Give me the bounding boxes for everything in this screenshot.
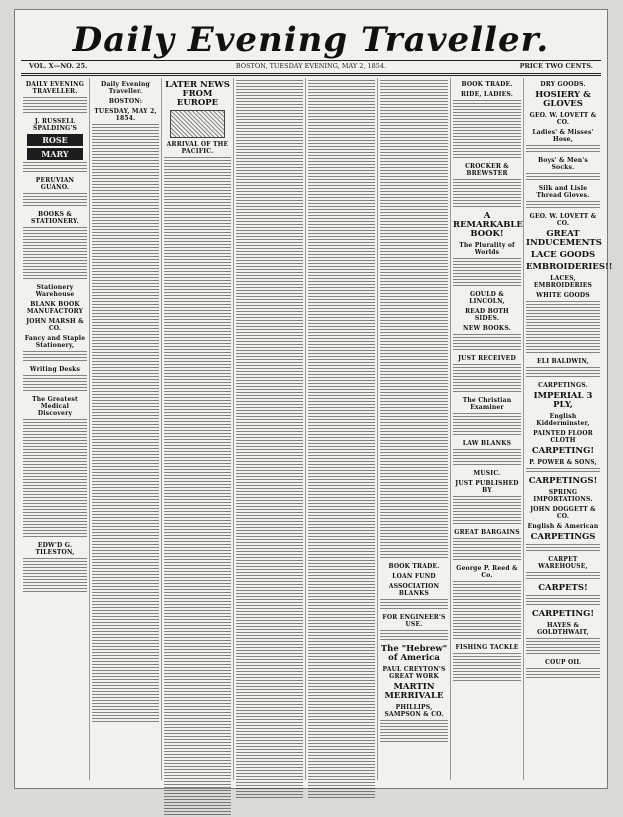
headline: HAYES & GOLDTHWAIT, xyxy=(537,622,589,636)
steamship-engraving xyxy=(170,110,225,138)
article-text xyxy=(526,468,600,474)
headline: ARRIVAL OF THE PACIFIC. xyxy=(166,141,229,155)
headline: CROCKER & BREWSTER xyxy=(465,163,509,177)
headline: J. RUSSELL SPALDING'S xyxy=(32,118,78,132)
ad-banner: ROSE xyxy=(27,134,83,146)
dateline xyxy=(21,62,601,72)
headline: RIDE, LADIES. xyxy=(460,91,513,98)
headline: GEO. W. LOVETT & CO. xyxy=(529,213,597,227)
headline: The Plurality of Worlds xyxy=(459,242,515,256)
headline: CARPETINGS! xyxy=(528,476,598,486)
headline: LOAN FUND xyxy=(392,573,436,580)
headline: FISHING TACKLE xyxy=(455,644,519,651)
dateline-rule xyxy=(21,73,601,74)
headline: LATER NEWS FROM EUROPE xyxy=(165,80,230,108)
article-text xyxy=(453,258,521,288)
masthead-rule xyxy=(21,60,601,61)
headline: GREAT BARGAINS xyxy=(454,529,520,536)
headline: WHITE GOODS xyxy=(536,292,590,299)
headline: The "Hebrew" of America xyxy=(380,644,448,663)
headline: READ BOTH SIDES. xyxy=(465,308,509,322)
article-text xyxy=(526,572,600,581)
headline: GOULD & LINCOLN, xyxy=(469,291,505,305)
column-3 xyxy=(162,78,234,780)
article-text xyxy=(23,227,87,281)
article-text xyxy=(453,581,521,641)
article-text xyxy=(236,80,303,800)
columns xyxy=(21,78,613,780)
article-text xyxy=(453,413,521,437)
volume-number: VOL. X—NO. 25. xyxy=(29,62,88,70)
headline: Ladies' & Misses' Hose, xyxy=(532,129,594,143)
headline: NEW BOOKS. xyxy=(463,325,511,332)
article-text xyxy=(453,538,521,562)
article-text xyxy=(526,595,600,607)
masthead-title: Daily Evening Traveller. xyxy=(72,20,550,60)
headline: DAILY EVENING TRAVELLER. xyxy=(25,81,85,95)
newspaper-page xyxy=(14,9,613,789)
headline: GEO. W. LOVETT & CO. xyxy=(529,112,597,126)
article-text xyxy=(526,668,600,680)
article-text xyxy=(526,367,600,379)
article-text xyxy=(380,599,448,611)
column-6 xyxy=(378,78,451,780)
headline: IMPERIAL 3 PLY, xyxy=(533,391,593,410)
headline: BOOK TRADE. xyxy=(388,563,440,570)
place-date: BOSTON, TUESDAY EVENING, MAY 2, 1854. xyxy=(235,62,387,70)
headline: COUP OIL xyxy=(545,659,581,666)
article-text xyxy=(380,630,448,642)
headline: LACES, EMBROIDERIES xyxy=(533,275,593,289)
headline: Stationery Warehouse xyxy=(35,284,75,298)
article-text xyxy=(23,193,87,208)
article-text xyxy=(453,496,521,526)
headline: Writing Desks xyxy=(29,366,81,373)
headline: Boys' & Men's Socks. xyxy=(537,157,588,171)
headline: PAUL CREYTON'S GREAT WORK xyxy=(382,666,446,680)
article-text xyxy=(453,449,521,467)
headline: A REMARKABLE BOOK! xyxy=(453,211,523,239)
article-text xyxy=(380,80,448,560)
article-text xyxy=(23,558,87,594)
price: PRICE TWO CENTS. xyxy=(519,62,593,70)
article-text xyxy=(453,100,521,160)
column-7 xyxy=(451,78,524,780)
headline: TUESDAY, MAY 2, 1854. xyxy=(94,108,157,122)
article-text xyxy=(453,334,521,352)
article-text xyxy=(23,375,87,393)
headline: BOSTON: xyxy=(108,98,143,105)
headline: BOOKS & STATIONERY. xyxy=(31,211,79,225)
headline: The Greatest Medical Discovery xyxy=(32,396,78,417)
headline: PHILLIPS, SAMPSON & CO. xyxy=(384,704,444,718)
headline: CARPET WAREHOUSE, xyxy=(538,556,588,570)
article-text xyxy=(526,544,600,553)
article-text xyxy=(526,638,600,656)
article-text xyxy=(453,653,521,683)
headline: EDW'D G. TILESTON, xyxy=(35,542,75,556)
article-text xyxy=(23,351,87,363)
dateline-rule-double xyxy=(21,75,601,76)
headline: JOHN DOGGETT & CO. xyxy=(530,506,596,520)
article-text xyxy=(23,162,87,174)
article-text xyxy=(23,97,87,115)
headline: ASSOCIATION BLANKS xyxy=(388,583,440,597)
article-text xyxy=(453,364,521,394)
headline: EMBROIDERIES!! xyxy=(526,262,613,272)
article-text xyxy=(23,419,87,539)
headline: CARPETINGS. xyxy=(538,382,588,389)
headline: Fancy and Staple Stationery, xyxy=(24,335,86,349)
headline: PAINTED FLOOR CLOTH xyxy=(533,430,593,444)
headline: SPRING IMPORTATIONS. xyxy=(533,489,593,503)
headline: English & American xyxy=(527,523,599,530)
headline: GREAT INDUCEMENTS xyxy=(526,229,602,248)
headline: Daily Evening Traveller. xyxy=(101,81,150,95)
headline: HOSIERY & GLOVES xyxy=(535,90,591,109)
headline: Silk and Lisle Thread Gloves. xyxy=(536,185,590,199)
headline: ELI BALDWIN, xyxy=(537,358,589,365)
article-text xyxy=(526,301,600,355)
column-8 xyxy=(524,78,613,780)
headline: CARPETS! xyxy=(538,583,588,593)
headline: PERUVIAN GUANO. xyxy=(35,177,75,191)
headline: JOHN MARSH & CO. xyxy=(26,318,84,332)
column-4 xyxy=(234,78,306,780)
article-text xyxy=(380,720,448,744)
headline: MUSIC. xyxy=(473,470,501,477)
headline: BOOK TRADE. xyxy=(461,81,513,88)
headline: DRY GOODS. xyxy=(540,81,586,88)
article-text xyxy=(526,145,600,154)
article-text xyxy=(164,157,231,817)
headline: JUST RECEIVED xyxy=(458,355,516,362)
headline: LAW BLANKS xyxy=(462,440,512,447)
column-2 xyxy=(90,78,162,780)
headline: MARTIN MERRIVALE xyxy=(384,682,444,701)
headline: English Kidderminster, xyxy=(536,413,590,427)
article-text xyxy=(453,179,521,209)
headline: P. POWER & SONS, xyxy=(529,459,597,466)
article-text xyxy=(526,173,600,182)
headline: JUST PUBLISHED BY xyxy=(455,480,519,494)
article-text xyxy=(526,201,600,210)
headline: CARPETING! xyxy=(531,609,595,619)
headline: LACE GOODS xyxy=(530,250,596,260)
headline: CARPETINGS xyxy=(530,532,596,542)
headline: CARPETING! xyxy=(531,446,595,456)
headline: FOR ENGINEER'S USE. xyxy=(382,614,446,628)
ad-banner: MARY xyxy=(27,148,83,160)
article-text xyxy=(92,124,159,724)
headline: George P. Reed & Co. xyxy=(456,565,518,579)
headline: The Christian Examiner xyxy=(462,397,512,411)
headline: BLANK BOOK MANUFACTORY xyxy=(26,301,84,315)
article-text xyxy=(308,80,375,800)
column-1 xyxy=(21,78,90,780)
column-5 xyxy=(306,78,378,780)
